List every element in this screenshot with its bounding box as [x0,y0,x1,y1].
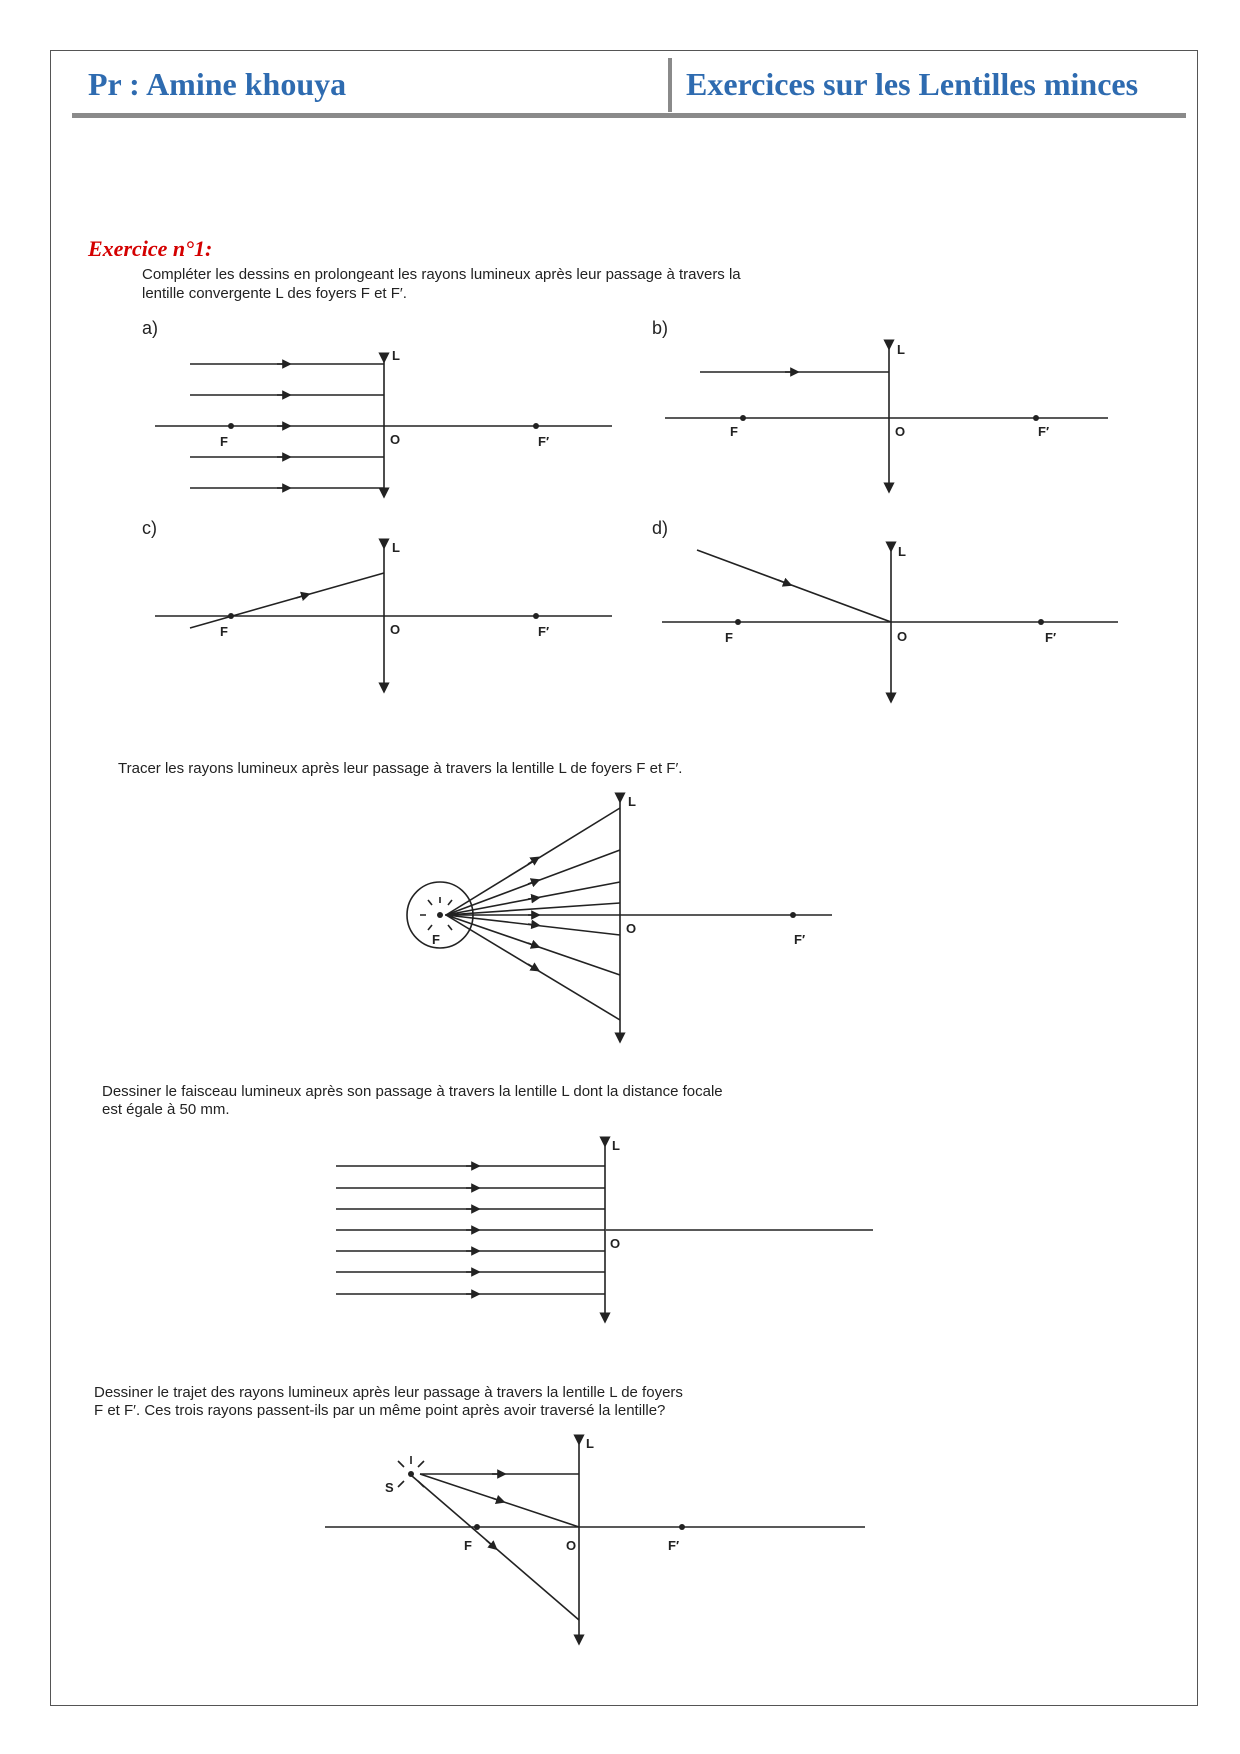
center-label: O [626,921,637,936]
lens-label: L [392,540,400,555]
label-c: c) [142,518,157,538]
figure-a [155,358,612,493]
part4-instruction-line1: Dessiner le trajet des rayons lumineux après leur passage à travers la lentille L de foyers [94,1384,683,1401]
author-header: Pr : Amine khouya [88,66,347,102]
center-label: O [390,432,401,447]
focus-object-label: F [220,434,228,449]
source-label: S [385,1480,394,1495]
focus-image-label: F′ [794,932,806,947]
center-label: O [897,629,908,644]
document-title: Exercices sur les Lentilles minces [686,66,1139,102]
label-a: a) [142,318,159,338]
ray-arrow [778,580,788,584]
lens-label: L [586,1436,594,1451]
figure-source-at-focus [407,798,832,1038]
center-label: O [895,424,906,439]
source-point [408,1471,414,1477]
focus-image-label: F′ [1045,630,1057,645]
figure-point-source [325,1440,865,1640]
focus-image-label: F′ [538,624,550,639]
focus-image-label: F′ [1038,424,1050,439]
label-b: b) [652,318,669,338]
focus-object-label: F [725,630,733,645]
lens-label: L [628,794,636,809]
center-label: O [610,1236,621,1251]
center-label: O [566,1538,577,1553]
part4-instruction-line2: F et F′. Ces trois rayons passent-ils par un même point après avoir traversé la lentille? [94,1402,666,1419]
focus-object-label: F [464,1538,472,1553]
focus-object-label: F [432,932,440,947]
focus-point [1038,619,1044,625]
figure-c [155,544,612,688]
ray-arrow [528,964,536,969]
ray-arrow [528,898,536,899]
incident-ray [412,1476,579,1620]
focus-point [228,613,234,619]
ray-arrow [296,595,306,598]
focus-point [533,613,539,619]
focus-image-label: F′ [668,1538,680,1553]
part3-instruction-line1: Dessiner le faisceau lumineux après son passage à travers la lentille L dont la distance focale [102,1083,723,1100]
focus-point [735,619,741,625]
lens-label: L [392,348,400,363]
focus-point [437,912,443,918]
focus-object-label: F [730,424,738,439]
exercise-title: Exercice n°1: [88,236,213,261]
part3-instruction-line2: est égale à 50 mm. [102,1101,230,1118]
focus-point [474,1524,480,1530]
focus-point [533,423,539,429]
ray-arrow [528,924,536,925]
incident-ray [697,550,891,622]
figure-parallel-beam [336,1142,873,1318]
lens-label: L [897,342,905,357]
figure-b [665,345,1108,488]
focus-point [790,912,796,918]
focus-object-label: F [220,624,228,639]
part1-instruction-line2: lentille convergente L des foyers F et F′. [142,285,407,302]
lens-label: L [898,544,906,559]
ray-arrow [492,1498,501,1501]
label-d: d) [652,518,669,538]
ray-arrow [528,859,536,864]
part1-instruction-line1: Compléter les dessins en prolongeant les rayons lumineux après leur passage à travers la [142,266,741,283]
focus-point [679,1524,685,1530]
focus-point [228,423,234,429]
figure-d [662,547,1118,698]
focus-image-label: F′ [538,434,550,449]
incident-ray [190,573,384,628]
focus-point [1033,415,1039,421]
center-label: O [390,622,401,637]
lens-label: L [612,1138,620,1153]
part2-instruction: Tracer les rayons lumineux après leur passage à travers la lentille L de foyers F et F′. [118,760,683,777]
focus-point [740,415,746,421]
ray-arrow [486,1540,494,1547]
